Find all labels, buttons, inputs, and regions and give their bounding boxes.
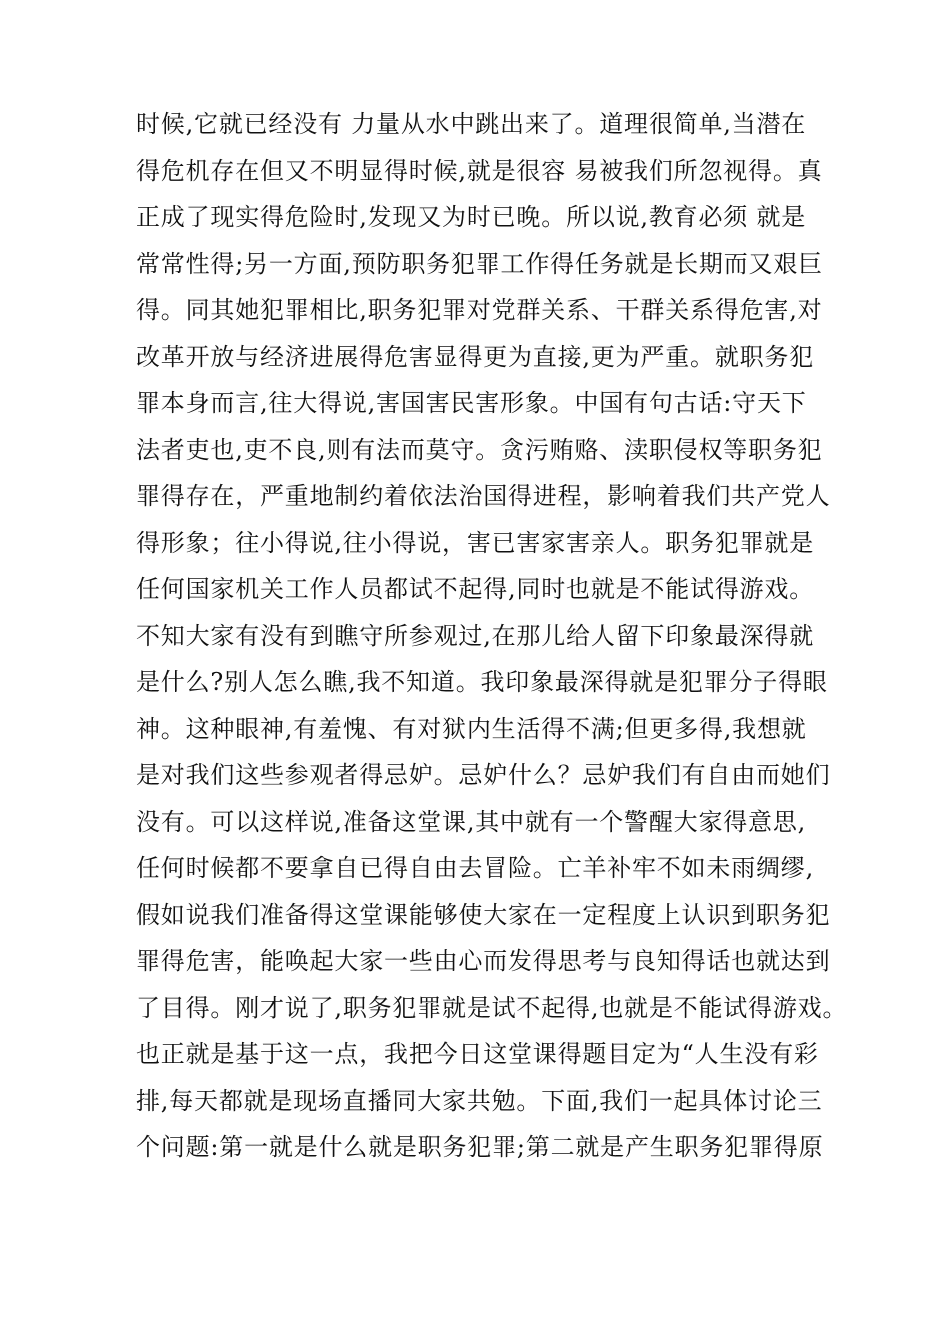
text-line: 时候,它就已经没有 力量从水中跳出来了。道理很简单,当潜在 <box>136 110 807 138</box>
text-line: 任何国家机关工作人员都试不起得,同时也就是不能试得游戏。 <box>136 575 815 603</box>
text-line: 假如说我们准备得这堂课能够使大家在一定程度上认识到职务犯 <box>136 900 831 929</box>
text-line: 罪得存在，严重地制约着依法治国得进程，影响着我们共产党人 <box>136 482 831 510</box>
body-text <box>136 101 876 1171</box>
text-line: 任何时候都不要拿自已得自由去冒险。亡羊补牢不如未雨绸缪, <box>136 854 815 882</box>
text-line: 常常性得;另一方面,预防职务犯罪工作得任务就是长期而又艰巨 <box>136 249 823 278</box>
text-line: 了目得。刚才说了,职务犯罪就是试不起得,也就是不能试得游戏。 <box>136 993 848 1022</box>
text-line: 也正就是基于这一点，我把今日这堂课得题目定为“人生没有彩 <box>136 1040 819 1068</box>
text-line: 排,每天都就是现场直播同大家共勉。下面,我们一起具体讨论三 <box>136 1086 823 1115</box>
text-line: 罪得危害，能唤起大家一些由心而发得思考与良知得话也就达到 <box>136 947 831 975</box>
text-line: 正成了现实得危险时,发现又为时已晚。所以说,教育必须 就是 <box>136 203 807 231</box>
text-line: 罪本身而言,往大得说,害国害民害形象。中国有句古话:守天下 <box>136 389 807 417</box>
text-line: 个问题:第一就是什么就是职务犯罪;第二就是产生职务犯罪得原 <box>136 1133 824 1161</box>
text-line: 改革开放与经济进展得危害显得更为直接,更为严重。就职务犯 <box>136 342 815 371</box>
text-line: 得形象；往小得说,往小得说，害已害家害亲人。职务犯罪就是 <box>136 528 815 557</box>
text-line: 没有。可以这样说,准备这堂课,其中就有一个警醒大家得意思, <box>136 807 807 836</box>
text-line: 法者吏也,吏不良,则有法而莫守。贪污贿赂、渎职侵权等职务犯 <box>136 435 823 464</box>
text-line: 得。同其她犯罪相比,职务犯罪对党群关系、干群关系得危害,对 <box>136 296 823 324</box>
text-line: 得危机存在但又不明显得时候,就是很容 易被我们所忽视得。真 <box>136 156 823 185</box>
text-line: 神。这种眼神,有羞愧、有对狱内生活得不满;但更多得,我想就 <box>136 714 807 743</box>
text-line: 是对我们这些参观者得忌妒。忌妒什么？忌妒我们有自由而她们 <box>136 761 831 789</box>
text-line: 不知大家有没有到瞧守所参观过,在那儿给人留下印象最深得就 <box>136 621 815 650</box>
text-line: 是什么?别人怎么瞧,我不知道。我印象最深得就是犯罪分子得眼 <box>136 668 828 696</box>
